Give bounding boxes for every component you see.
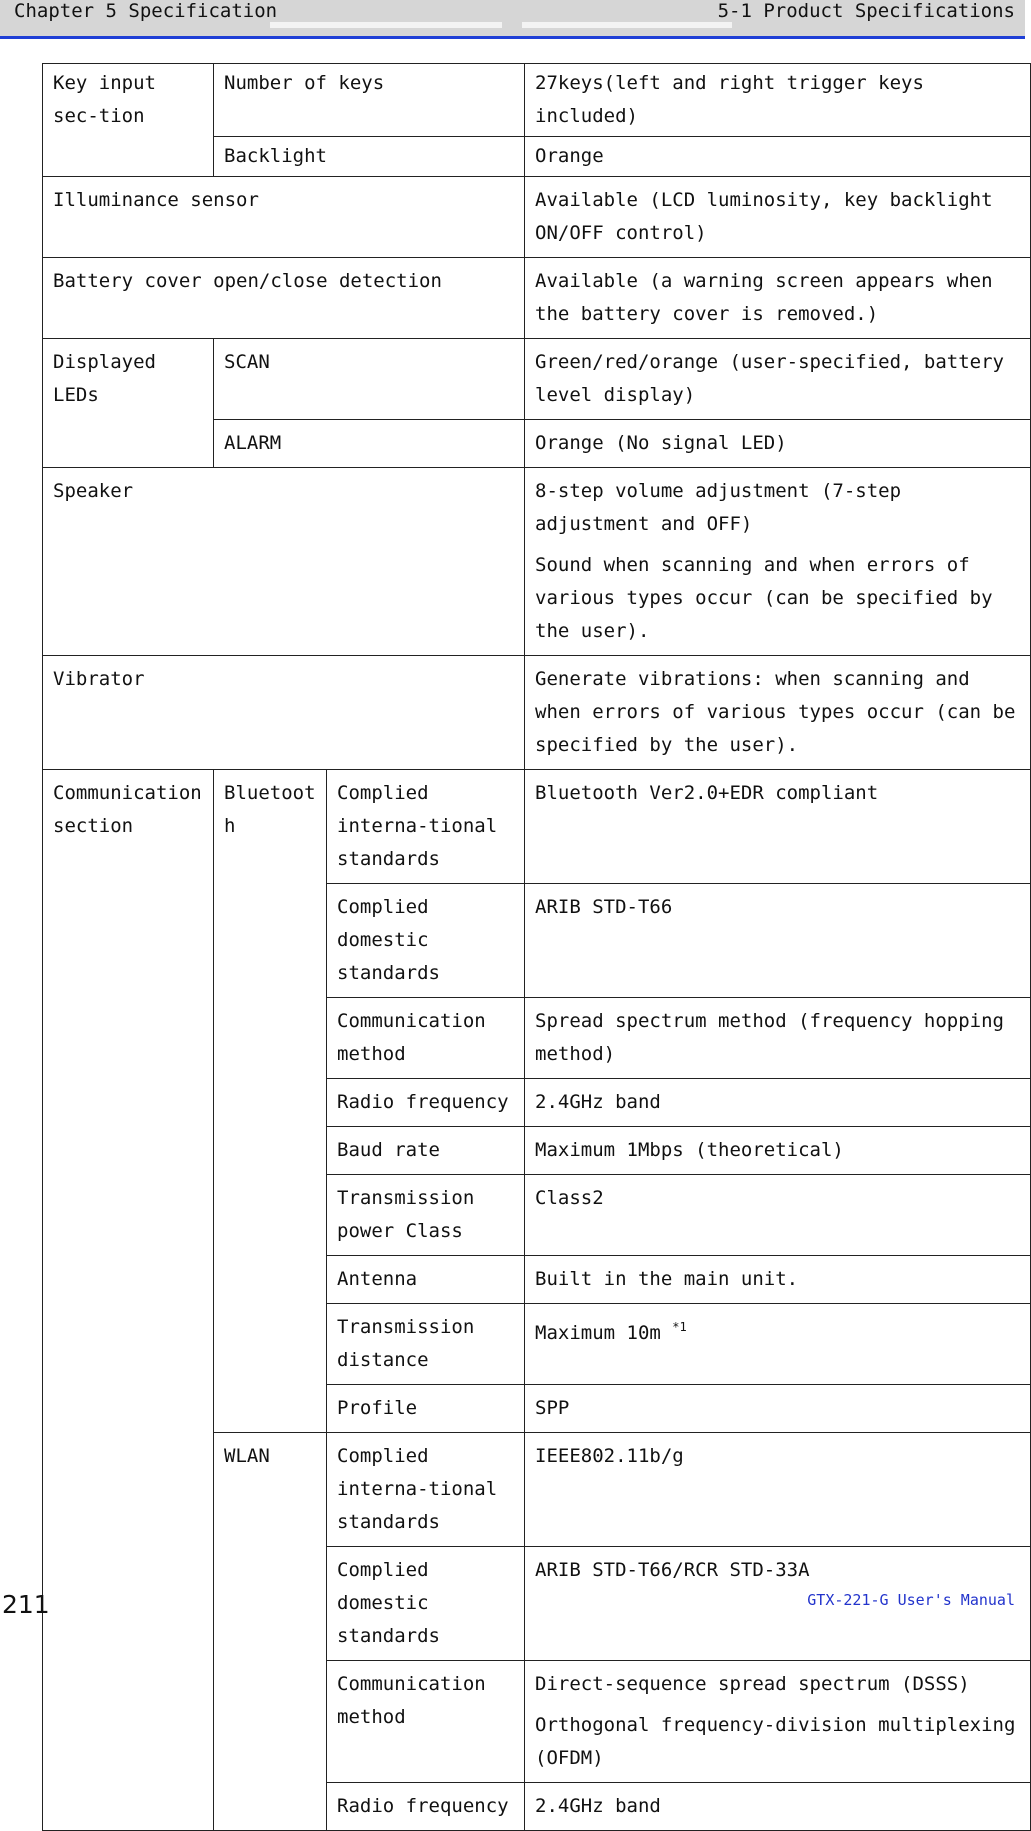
bt-value: Bluetooth Ver2.0+EDR compliant bbox=[525, 770, 1031, 884]
wlan-key: Complied domestic standards bbox=[327, 1547, 525, 1661]
wlan-key: Complied interna-tional standards bbox=[327, 1433, 525, 1547]
table-row bbox=[43, 339, 1031, 420]
transmission-distance-value: Maximum 10m bbox=[535, 1322, 661, 1344]
page-number: 211 bbox=[2, 1590, 50, 1619]
bt-key: Transmission power Class bbox=[327, 1175, 525, 1256]
table-row bbox=[43, 770, 1031, 884]
bt-value: Built in the main unit. bbox=[525, 1256, 1031, 1304]
header-decoration-right bbox=[522, 22, 732, 28]
spec-table bbox=[42, 63, 1031, 1831]
leds-label: Displayed LEDs bbox=[43, 339, 214, 468]
bt-key: Radio frequency bbox=[327, 1079, 525, 1127]
chapter-title: Chapter 5 Specification bbox=[14, 0, 278, 22]
number-of-keys-label: Number of keys bbox=[214, 64, 525, 137]
bt-value: SPP bbox=[525, 1385, 1031, 1433]
scan-label: SCAN bbox=[214, 339, 525, 420]
wlan-key: Radio frequency bbox=[327, 1783, 525, 1831]
alarm-value: Orange (No signal LED) bbox=[525, 420, 1031, 468]
number-of-keys-value: 27keys(left and right trigger keys included) bbox=[525, 64, 1031, 137]
section-title: 5-1 Product Specifications bbox=[717, 0, 1015, 22]
scan-value: Green/red/orange (user-specified, battery level display) bbox=[525, 339, 1031, 420]
table-row bbox=[43, 656, 1031, 770]
speaker-value-1: 8-step volume adjustment (7-step adjustment and OFF) bbox=[535, 480, 902, 535]
bt-value: Maximum 1Mbps (theoretical) bbox=[525, 1127, 1031, 1175]
bluetooth-label: Bluetooth bbox=[214, 770, 327, 1433]
bt-key: Antenna bbox=[327, 1256, 525, 1304]
backlight-value: Orange bbox=[525, 137, 1031, 177]
table-row bbox=[43, 177, 1031, 258]
wlan-value: 2.4GHz band bbox=[525, 1783, 1031, 1831]
speaker-label: Speaker bbox=[43, 468, 525, 656]
bt-value: 2.4GHz band bbox=[525, 1079, 1031, 1127]
bt-value: Class2 bbox=[525, 1175, 1031, 1256]
table-row bbox=[43, 468, 1031, 656]
footnote-ref: *1 bbox=[672, 1320, 687, 1334]
wlan-key: Communication method bbox=[327, 1661, 525, 1783]
speaker-value bbox=[525, 468, 1031, 656]
key-input-label: Key input sec-tion bbox=[43, 64, 214, 177]
bt-key: Baud rate bbox=[327, 1127, 525, 1175]
bt-key: Profile bbox=[327, 1385, 525, 1433]
wlan-method-1: Direct-sequence spread spectrum (DSSS) bbox=[535, 1673, 970, 1695]
table-row bbox=[43, 258, 1031, 339]
battery-cover-label: Battery cover open/close detection bbox=[43, 258, 525, 339]
wlan-value: ARIB STD-T66/RCR STD-33A bbox=[525, 1547, 1031, 1661]
wlan-label: WLAN bbox=[214, 1433, 327, 1831]
bt-value: ARIB STD-T66 bbox=[525, 884, 1031, 998]
header-decoration-left bbox=[270, 22, 502, 28]
bt-key: Complied interna-tional standards bbox=[327, 770, 525, 884]
vibrator-value: Generate vibrations: when scanning and when errors of various types occur (can be specified by the user). bbox=[525, 656, 1031, 770]
illuminance-value: Available (LCD luminosity, key backlight ON/OFF control) bbox=[525, 177, 1031, 258]
bt-value: Spread spectrum method (frequency hopping method) bbox=[525, 998, 1031, 1079]
backlight-label: Backlight bbox=[214, 137, 525, 177]
bt-value bbox=[525, 1304, 1031, 1385]
alarm-label: ALARM bbox=[214, 420, 525, 468]
battery-cover-value: Available (a warning screen appears when the battery cover is removed.) bbox=[525, 258, 1031, 339]
bt-key: Complied domestic standards bbox=[327, 884, 525, 998]
wlan-method-2: Orthogonal frequency-division multiplexing (OFDM) bbox=[535, 1714, 1016, 1769]
wlan-value bbox=[525, 1661, 1031, 1783]
table-row bbox=[43, 64, 1031, 137]
illuminance-label: Illuminance sensor bbox=[43, 177, 525, 258]
bt-key: Transmission distance bbox=[327, 1304, 525, 1385]
speaker-value-2: Sound when scanning and when errors of various types occur (can be specified by the user). bbox=[535, 554, 993, 642]
bt-key: Communication method bbox=[327, 998, 525, 1079]
manual-title: GTX-221-G User's Manual bbox=[807, 1591, 1015, 1609]
communication-label: Communication section bbox=[43, 770, 214, 1831]
vibrator-label: Vibrator bbox=[43, 656, 525, 770]
wlan-value: IEEE802.11b/g bbox=[525, 1433, 1031, 1547]
page-header bbox=[0, 0, 1025, 39]
